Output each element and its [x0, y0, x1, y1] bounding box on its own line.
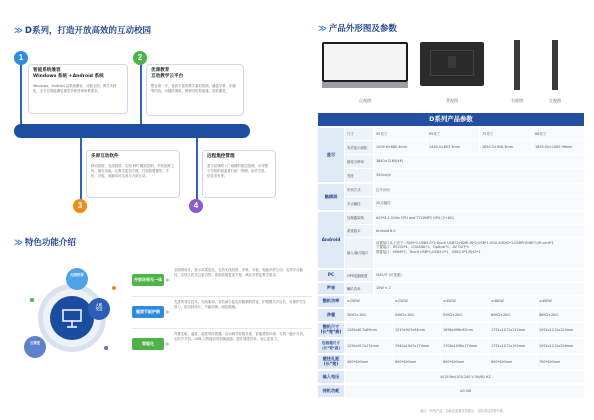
- row-sub: 识别方式: [345, 184, 373, 196]
- table-cell: 1731x1072x192mm: [489, 339, 536, 353]
- row-sub: 喇叭功率: [345, 283, 373, 294]
- bubble-wireless: 无线传屏: [66, 268, 88, 290]
- decor-dot: [112, 286, 116, 290]
- table-cell: 600*400mm: [393, 355, 440, 369]
- flow-line: [80, 138, 82, 200]
- table-cell: 350cd/㎡: [374, 169, 584, 182]
- table-cell: 75英寸: [480, 128, 532, 140]
- feature-circle-main: [50, 296, 94, 340]
- flow-line: [140, 60, 142, 124]
- row-sub: 最佳分辨率: [345, 155, 373, 168]
- card-title: 优课教育 互动教学云平台: [151, 68, 184, 79]
- card-title: 远程集控管理: [207, 154, 235, 159]
- table-cell: 1731x1072x112mm: [489, 323, 536, 337]
- table-cell: 44KG±1KG: [393, 309, 440, 321]
- row-category: 整机功率: [318, 296, 344, 307]
- table-cell: ≤0.5W: [345, 385, 584, 397]
- flow-card-3: [86, 150, 180, 198]
- flow-line: [20, 60, 22, 124]
- card-title: 多屏互动软件: [91, 154, 119, 159]
- table-cell: 1698x996x92mm: [441, 323, 488, 337]
- row-sub: 输入/输出接口: [345, 238, 373, 268]
- product-label: 右视图: [511, 98, 523, 103]
- feature-row-3: [132, 332, 312, 362]
- decor-dot: [104, 346, 108, 350]
- step-4-badge: 4: [189, 199, 203, 213]
- product-left-view: [552, 40, 558, 90]
- chevron-icon: ≫: [14, 26, 22, 36]
- table-cell: ≤200W: [345, 296, 392, 307]
- row-category: 声音: [318, 283, 344, 294]
- step-2-badge: 2: [133, 51, 147, 65]
- classroom-icon: [50, 296, 94, 340]
- row-category: 待机功耗: [318, 385, 344, 397]
- feature-text: 内置光敏，温度、湿度等传感器，自动调节屏幕亮度，智能感知环境；支持一键开关机、定时开关机，USB 口智能识别切换通道，提升课堂效率，省心更省力。: [174, 332, 307, 341]
- row-category: 显示: [318, 128, 344, 182]
- bubble-cloud: 云课堂: [24, 336, 46, 358]
- feature-label: 健康节能护眼: [132, 306, 164, 318]
- table-cell: 1428.5×803.5mm: [427, 141, 479, 154]
- features-section-title: ≫ 特色功能介绍: [14, 238, 76, 248]
- table-cell: ≤350W: [441, 296, 488, 307]
- table-cell: 60KG±2KG: [489, 309, 536, 321]
- table-cell: 55KG±2KG: [441, 309, 488, 321]
- table-cell: ≤250W: [393, 296, 440, 307]
- table-cell: ≤400W: [537, 296, 584, 307]
- table-cell: 86英寸: [533, 128, 584, 140]
- card-title: 智能系统兼容 Windows 系统 +Android 系统: [33, 68, 104, 79]
- row-sub: 亮度: [345, 169, 373, 182]
- step-1-badge: 1: [14, 51, 28, 65]
- table-cell: 3840×2160(4K): [374, 155, 584, 168]
- table-cell: 20点触控: [374, 197, 584, 210]
- row-sub: 多点触控: [345, 197, 373, 210]
- divider: [132, 296, 312, 297]
- row-category: 整机尺寸 (长*宽*高): [318, 323, 344, 337]
- row-sub: 处理器架构: [345, 212, 373, 224]
- step-3-badge: 3: [73, 199, 87, 213]
- table-cell: 55英寸: [374, 128, 426, 140]
- right-section-title: ≫ 产品外形图及参数: [318, 24, 397, 34]
- table-cell: 1895.04×1065.96mm: [533, 141, 584, 154]
- table-cell: Android 8.0: [374, 225, 584, 237]
- table-cell: 1209.6×680.4mm: [374, 141, 426, 154]
- spec-table-header: D系列产品参数: [318, 113, 584, 126]
- feature-row-2: [132, 300, 312, 330]
- feature-row-1: [132, 268, 312, 298]
- arrow-icon: [166, 310, 170, 314]
- decor-dot: [30, 298, 34, 302]
- table-cell: 86KG±2KG: [537, 309, 584, 321]
- feature-label: 智能化: [132, 338, 164, 350]
- table-cell: 1708x1096x174mm: [441, 339, 488, 353]
- card-body: 基于局域网 / 广域网的集控管理，可对整个学校的设备进行统一管理，如开关机、信息发布等。: [207, 164, 269, 178]
- io-bottom: 下置接口：RS232*1、COAXIAL*1、Optical*1、AV OUT*1: [376, 245, 470, 250]
- table-cell: A53*4 1.5GHz CPU and T720MP2 GPU (2+8G): [374, 212, 584, 224]
- table-cell: ≤380W: [489, 296, 536, 307]
- product-right-view: [514, 40, 520, 90]
- table-cell: 30KG±1KG: [345, 309, 392, 321]
- table-cell: I5/I5/I7 (可选配): [374, 270, 584, 281]
- table-cell: 1991x1212x125mm: [537, 323, 584, 337]
- table-cell: 65英寸: [427, 128, 479, 140]
- feature-text: 全面屏设计，显示效果更佳，支持无线投屏，手机、平板、电脑多屏互动；支持多点触控，实现人机交互更自然；系统拓展更加方便，满足多样化教学需求。: [174, 268, 303, 277]
- row-category: 净重: [318, 309, 344, 321]
- product-front-view: [322, 42, 408, 90]
- flow-line: [196, 138, 198, 200]
- product-label: 正视图: [359, 98, 371, 103]
- table-cell: 1285x817x89mm: [345, 323, 392, 337]
- table-cell: 1991x1212x206mm: [537, 339, 584, 353]
- chevron-icon: ≫: [318, 24, 326, 34]
- table-cell: 600*400mm: [441, 355, 488, 369]
- row-category: 壁挂孔距 (长*宽): [318, 355, 344, 369]
- table-cell: 1540x1047x174mm: [393, 339, 440, 353]
- table-cell: 1510x947x94mm: [393, 323, 440, 337]
- card-body: 移动投屏、无线投屏，实现 PPT 翻页控制，手机拍照上传，展台功能，让教学更加方便，打造智慧课堂，手机、平板、电脑均可实现与大屏互动。: [91, 164, 174, 178]
- io-front: 前置接口从上到下：RJ45*1;USB3.0*2;Touch USB*1;HDMI IN*2;USB*1;VGA AUDIO*1;EARPHONE*1;IR-card*1: [376, 241, 554, 245]
- row-sub: 尺寸: [345, 128, 373, 140]
- spec-table: [318, 128, 584, 400]
- chevron-icon: ≫: [14, 238, 22, 248]
- row-sub: OPS电脑配置: [345, 270, 373, 281]
- flow-card-2: [146, 64, 244, 116]
- product-back-view: [420, 42, 484, 86]
- feature-label: 开放环保无一体: [132, 274, 164, 286]
- table-cell: 1650.2×928.3mm: [480, 141, 532, 154]
- row-category: Android: [318, 212, 344, 268]
- flow-card-4: [202, 150, 276, 198]
- table-cell: 600*400mm: [489, 355, 536, 369]
- row-category: 输入电压: [318, 371, 344, 383]
- footer-note: 备注：所有产品、功能及参数仅作展示，实际请以实物为准。: [420, 409, 507, 413]
- flow-bar: [14, 124, 250, 138]
- row-sub: 系统版本: [345, 225, 373, 237]
- arrow-icon: [166, 278, 170, 282]
- bubble-interaction: 人机 交互: [88, 298, 110, 320]
- divider: [132, 328, 312, 329]
- flow-card-1: [28, 64, 128, 114]
- table-cell: 1290x917x174mm: [345, 339, 392, 353]
- feature-text: 先进的背光技术，光线柔和，有效减少蓝光对眼睛的伤害，护眼模式开启后，可保护学生视力，低功耗设计，节能环保，绿色健康。: [174, 300, 307, 309]
- io-side: 侧置接口：HDMI*1、Touch USB*1;USB3.0*1、USB2.0*1;RJ45*1: [376, 249, 481, 254]
- table-cell: 15W × 2: [374, 283, 584, 294]
- row-category: PC: [318, 270, 344, 281]
- table-cell: 400*400mm: [345, 355, 392, 369]
- row-category: 触摸屏: [318, 184, 344, 210]
- card-body: 整合第一手、优质丰富的教学素材资源，涵盖学科、年级等内容，可随时调取，教师可轻松备课，高效课堂。: [151, 84, 236, 93]
- table-cell: [374, 238, 584, 268]
- card-body: Windows、Android 双系统兼容，功能全面；教学多样化，全方位的能满足课堂多种使用场景需求。: [33, 84, 117, 93]
- product-label: 背视图: [446, 98, 458, 103]
- row-sub: 有效显示面积: [345, 141, 373, 154]
- table-cell: 700*400mm: [537, 355, 584, 369]
- table-cell: AC(50Hz)100-240 V 50/60 HZ: [345, 371, 584, 383]
- table-cell: 红外识别: [374, 184, 584, 196]
- product-label: 左视图: [549, 98, 561, 103]
- left-section-title: ≫ D系列，打造开放高效的互动校园: [14, 26, 151, 36]
- arrow-icon: [166, 342, 170, 346]
- row-category: 包装箱尺寸 (长*宽*高): [318, 339, 344, 353]
